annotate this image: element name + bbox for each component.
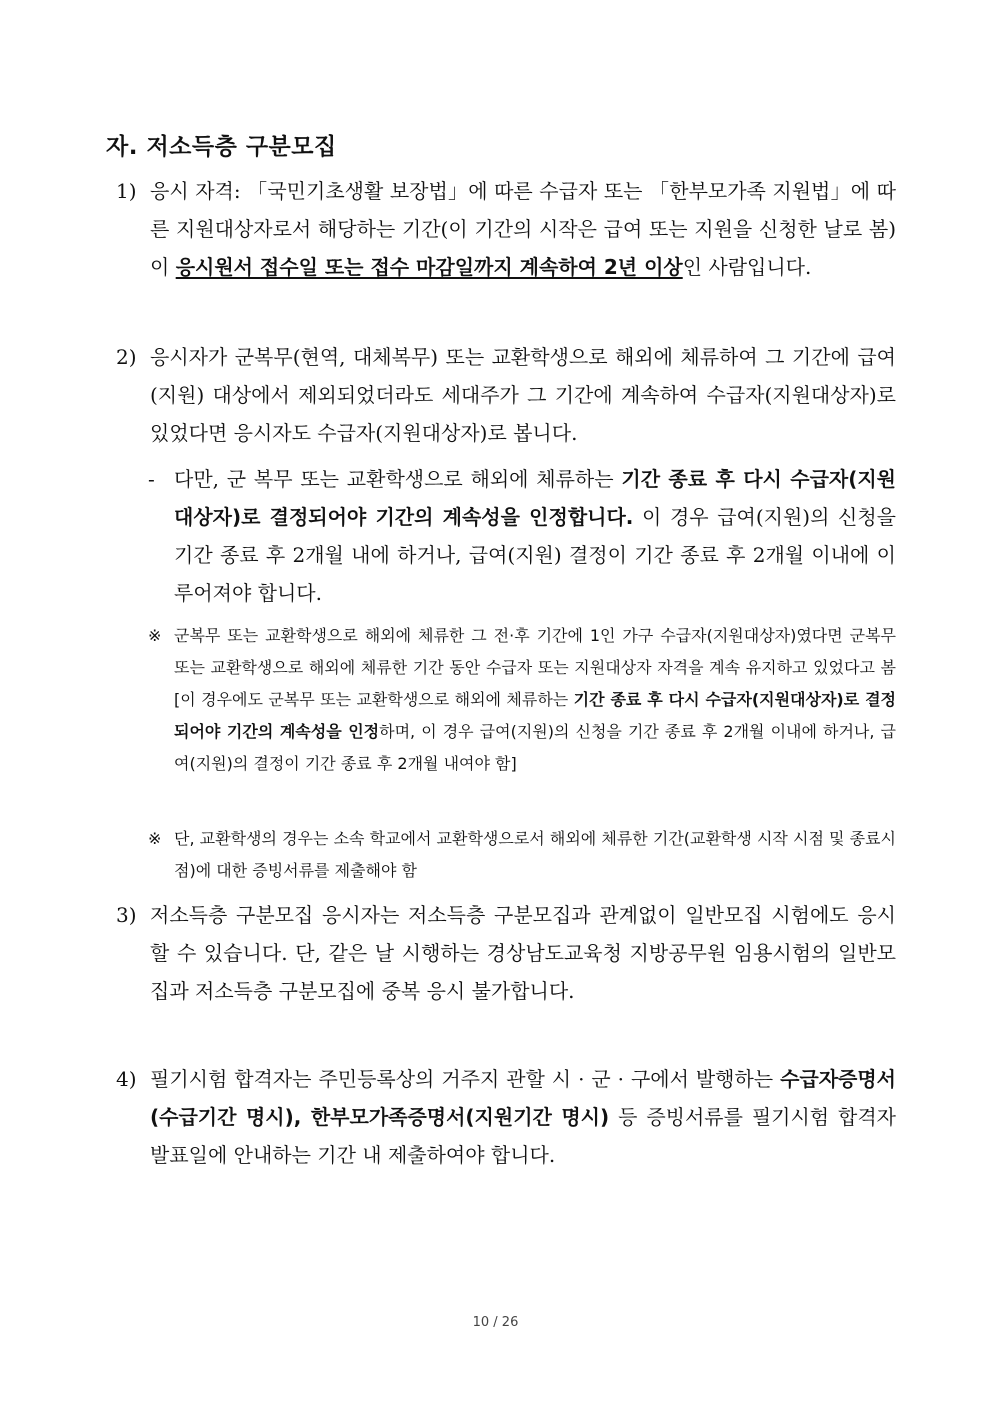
note-text: 군복무 또는 교환학생으로 해외에 체류한 그 전·후 기간에 1인 가구 수급자(지원대상자)였다면 군복무 또는 교환학생으로 해외에 체류한 기간 동안 수급자 또는 지원대상자 자격을 계속 유지하고 있었다고 봄 [이 경우에도 군복무 또는 교환학생으로 해외에 체류하는 기간 종료 후 다시 수급자(지원대상자)로 결정되어야 기간의 계속성을 인정하며, 이 경우 급여(지원)의 신청을 기간 종료 후 2개월 이내에 하거나, 급여(지원)의 결정이 기간 종료 후 2개월 내여야 함] [174, 626, 896, 773]
item-number: 1) [116, 179, 137, 203]
emphasis-text: 수급자증명서(수급기간 명시), 한부모가족증명서(지원기간 명시) [150, 1067, 896, 1129]
emphasis-text: 기간 종료 후 다시 수급자(지원대상자)로 결정되어야 기간의 계속성을 인정 [174, 690, 896, 741]
item-number: 2) [116, 345, 137, 369]
section-title: 자. 저소득층 구분모집 [106, 134, 337, 160]
list-item-3 [116, 896, 896, 1010]
reference-mark: ※ [148, 626, 162, 645]
note-text: 단, 교환학생의 경우는 소속 학교에서 교환학생으로서 해외에 체류한 기간(교환학생 시작 시점 및 종료시점)에 대한 증빙서류를 제출해야 함 [174, 829, 896, 880]
emphasis-text: 기간 종료 후 다시 수급자(지원대상자)로 결정되어야 기간의 계속성을 인정합니다. [174, 467, 896, 529]
reference-mark: ※ [148, 829, 162, 848]
item-text: 응시 자격: 「국민기초생활 보장법」에 따른 수급자 또는 「한부모가족 지원법」에 따른 지원대상자로서 해당하는 기간(이 기간의 시작은 급여 또는 지원을 신청한 날로 봄)이 응시원서 접수일 또는 접수 마감일까지 계속하여 2년 이상인 사람입니다. [150, 179, 896, 279]
list-item-2 [116, 338, 896, 452]
list-item-4 [116, 1060, 896, 1174]
item-text: 응시자가 군복무(현역, 대체복무) 또는 교환학생으로 해외에 체류하여 그 기간에 급여(지원) 대상에서 제외되었더라도 세대주가 그 기간에 계속하여 수급자(지원대상자)로 있었다면 응시자도 수급자(지원대상자)로 봅니다. [150, 345, 896, 445]
note-1 [148, 620, 896, 780]
sub-item [148, 460, 896, 612]
emphasis-text: 응시원서 접수일 또는 접수 마감일까지 계속하여 2년 이상 [175, 255, 683, 279]
sub-item-text: 다만, 군 복무 또는 교환학생으로 해외에 체류하는 기간 종료 후 다시 수급자(지원대상자)로 결정되어야 기간의 계속성을 인정합니다. 이 경우 급여(지원)의 신청을 기간 종료 후 2개월 내에 하거나, 급여(지원) 결정이 기간 종료 후 2개월 이내에 이루어져야 합니다. [174, 467, 896, 605]
list-item-1 [116, 172, 896, 286]
item-number: 4) [116, 1067, 137, 1091]
note-2 [148, 823, 896, 887]
page-number: 10 / 26 [472, 1315, 519, 1330]
item-text: 필기시험 합격자는 주민등록상의 거주지 관할 시 · 군 · 구에서 발행하는 수급자증명서(수급기간 명시), 한부모가족증명서(지원기간 명시) 등 증빙서류를 필기시험 합격자 발표일에 안내하는 기간 내 제출하여야 합니다. [150, 1067, 897, 1167]
item-number: 3) [116, 903, 137, 927]
item-text: 저소득층 구분모집 응시자는 저소득층 구분모집과 관계없이 일반모집 시험에도 응시할 수 있습니다. 단, 같은 날 시행하는 경상남도교육청 지방공무원 임용시험의 일반모집과 저소득층 구분모집에 중복 응시 불가합니다. [150, 903, 896, 1003]
dash-marker: - [148, 467, 155, 491]
